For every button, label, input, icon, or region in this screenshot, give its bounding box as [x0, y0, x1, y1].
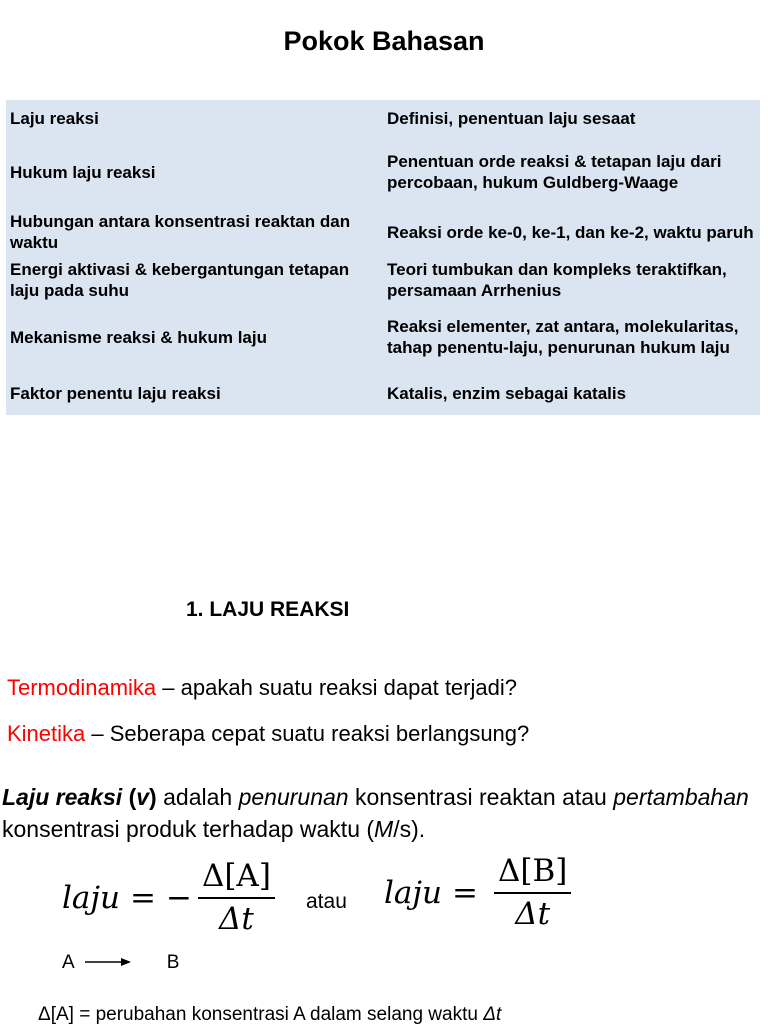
reactant-label: A: [62, 952, 75, 973]
equation-lhs: laju: [62, 879, 120, 916]
termodinamika-text: – apakah suatu reaksi dapat terjadi?: [156, 675, 517, 700]
definition-term: Laju reaksi: [2, 784, 123, 810]
section-title: 1. LAJU REAKSI: [186, 598, 350, 621]
product-label: B: [166, 952, 180, 973]
termodinamika-term: Termodinamika: [7, 675, 157, 700]
detail-cell: Reaksi elementer, zat antara, molekularitas, tahap penentu-laju, penurunan hukum laju: [387, 317, 739, 357]
fraction: [494, 853, 571, 932]
fraction-numerator: Δ[A]: [198, 858, 275, 899]
footer-symbol: Δt: [483, 1004, 502, 1025]
page-title: Pokok Bahasan: [283, 26, 485, 56]
detail-cell: Penentuan orde reaksi & tetapan laju dari percobaan, hukum Guldberg-Waage: [387, 152, 722, 192]
topic-cell: Laju reaksi: [10, 109, 99, 128]
fraction: [198, 858, 275, 937]
kinetika-line: [7, 721, 529, 747]
topics-table: [6, 100, 760, 415]
fraction-numerator: Δ[B]: [494, 853, 571, 894]
definition-penurunan: penurunan: [238, 784, 349, 810]
kinetika-text: – Seberapa cepat suatu reaksi berlangsung?: [85, 721, 530, 746]
topic-cell: Hukum laju reaksi: [10, 162, 156, 182]
definition-pertambahan: pertambahan: [613, 784, 749, 810]
equals-sign: =: [451, 874, 478, 911]
reaction-scheme: [62, 952, 179, 974]
topic-cell: Mekanisme reaksi & hukum laju: [10, 327, 267, 347]
detail-cell: Reaksi orde ke-0, ke-1, dan ke-2, waktu paruh: [387, 222, 754, 242]
rate-equation-reactant: [62, 858, 281, 937]
rate-equation-product: [384, 853, 577, 932]
detail-cell: Teori tumbukan dan kompleks teraktifkan, persamaan Arrhenius: [387, 260, 727, 300]
definition-paragraph: [2, 781, 768, 845]
equals-sign: =: [129, 879, 156, 916]
detail-cell: Katalis, enzim sebagai katalis: [387, 383, 627, 403]
fraction-denominator: Δt: [515, 896, 551, 932]
kinetika-term: Kinetika: [7, 721, 86, 746]
definition-unit-rest: /s).: [393, 816, 426, 842]
equation-lhs: laju: [384, 874, 442, 911]
footer-text: Δ[A] = perubahan konsentrasi A dalam selang waktu: [38, 1004, 484, 1025]
topic-cell: Hubungan antara konsentrasi reaktan dan waktu: [10, 212, 351, 252]
definition-text-1: adalah: [156, 784, 239, 810]
minus-sign: −: [165, 879, 192, 916]
footer-note: [38, 1004, 501, 1026]
definition-text-3: konsentrasi produk terhadap waktu (: [2, 816, 375, 842]
definition-close-paren: ): [149, 784, 157, 810]
definition-unit-m: M: [374, 816, 394, 842]
topic-cell: Faktor penentu laju reaksi: [10, 383, 221, 403]
definition-open-paren: (: [122, 784, 137, 810]
definition-symbol: v: [136, 784, 150, 810]
reaction-arrow-icon: [85, 952, 131, 974]
definition-text-2: konsentrasi reaktan atau: [348, 784, 614, 810]
connector-text: atau: [306, 890, 347, 913]
termodinamika-line: [7, 675, 517, 701]
fraction-denominator: Δt: [219, 901, 254, 937]
detail-cell: Definisi, penentuan laju sesaat: [387, 109, 636, 128]
topic-cell: Energi aktivasi & kebergantungan tetapan laju pada suhu: [10, 260, 350, 300]
